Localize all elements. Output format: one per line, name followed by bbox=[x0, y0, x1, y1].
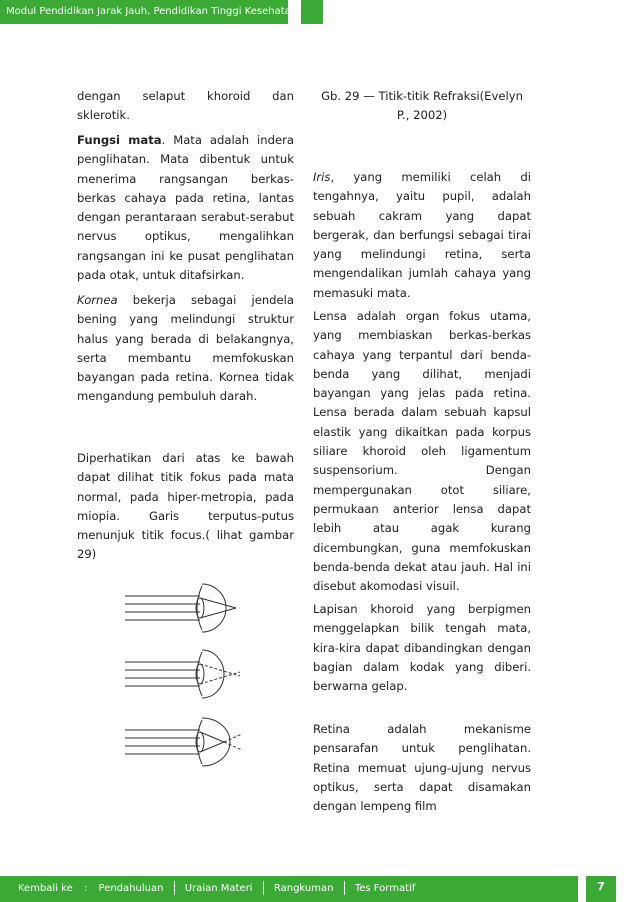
left-paragraph-1: dengan selaput khoroid dan sklerotik. bbox=[77, 89, 294, 123]
figure-caption: Gb. 29 — Titik-titik Refraksi(Evelyn P., 2002) bbox=[321, 89, 523, 123]
footer-colon: : bbox=[83, 883, 88, 894]
nav-link-rangkuman[interactable]: Rangkuman bbox=[273, 883, 334, 894]
left-paragraph-titik-fokus: Diperhatikan dari atas ke bawah dapat dilihat titik fokus pada mata normal, pada hiper-metropia, pada miopia. Garis terputus-putus menunjuk titik focus.( lihat gambar 29) bbox=[77, 451, 294, 562]
header-title: Modul Pendidikan Jarak Jauh, Pendidikan Tinggi Kesehatan bbox=[0, 0, 288, 24]
eye-hypermetropia-diagram bbox=[125, 650, 240, 698]
nav-separator bbox=[174, 881, 175, 895]
right-paragraph-retina: Retina adalah mekanisme pensarafan untuk penglihatan. Retina memuat ujung-ujung nervus optikus, serta dapat disamakan dengan lempeng film bbox=[313, 722, 531, 814]
iris-text: , yang memiliki celah di tengahnya, yaitu pupil, adalah sebuah cakram yang dapat bergerak, dan berfungsi sebagai tirai yang melindungi retina, serta mengendalikan jumlah cahaya yang memasuki mata. bbox=[313, 170, 531, 300]
footer-kembali-label: Kembali ke bbox=[18, 883, 73, 894]
right-paragraph-iris bbox=[313, 168, 531, 303]
right-paragraph-lensa: Lensa adalah organ fokus utama, yang membiaskan berkas-berkas cahaya yang terpantul dari benda-benda yang dilihat, menjadi bayangan yang jelas pada retina. Lensa berada dalam sebuah kapsul elastik yang dikaitkan pada korpus siliare khoroid oleh ligamentum suspensorium. Dengan mempergunakan otot siliare, permukaan anterior lensa dapat lebih atau agak kurang dicembungkan, guna memfokuskan benda-benda dekat atau jauh. Hal ini disebut akomodasi visuil. bbox=[313, 309, 531, 594]
header-tab bbox=[301, 0, 323, 24]
nav-link-uraian-materi[interactable]: Uraian Materi bbox=[184, 883, 253, 894]
left-paragraph-fungsi-mata bbox=[77, 131, 294, 285]
kornea-text: bekerja sebagai jendela bening yang melindungi struktur halus yang berada di belakangnya, serta membantu memfokuskan bayangan pada retina. Kornea tidak mengandung pembuluh darah. bbox=[77, 293, 294, 404]
right-paragraph-khoroid: Lapisan khoroid yang berpigmen menggelapkan bilik tengah mata, kira-kira dapat dibandingkan dengan bagian dalam kodak yang diberi. berwarna gelap. bbox=[313, 602, 531, 694]
page-number: 7 bbox=[586, 876, 616, 902]
nav-separator bbox=[263, 881, 264, 895]
footer-nav bbox=[0, 876, 578, 902]
eye-myopia-diagram bbox=[125, 718, 242, 766]
fungsi-mata-text: . Mata adalah indera penglihatan. Mata dibentuk untuk menerima rangsangan berkas-berkas cahaya pada retina, lantas dengan perantaraan serabut-serabut nervus optikus, mengalihkan rangsangan ini ke pusat penglihatan pada otak, untuk ditafsirkan. bbox=[77, 133, 294, 283]
term-iris: Iris bbox=[313, 170, 331, 184]
refraction-figure bbox=[120, 580, 250, 780]
term-fungsi-mata: Fungsi mata bbox=[77, 133, 162, 147]
left-paragraph-kornea bbox=[77, 291, 294, 407]
nav-link-pendahuluan[interactable]: Pendahuluan bbox=[98, 883, 164, 894]
term-kornea: Kornea bbox=[77, 293, 118, 307]
nav-separator bbox=[344, 881, 345, 895]
eye-normal-diagram bbox=[125, 584, 236, 632]
nav-link-tes-formatif[interactable]: Tes Formatif bbox=[354, 883, 416, 894]
